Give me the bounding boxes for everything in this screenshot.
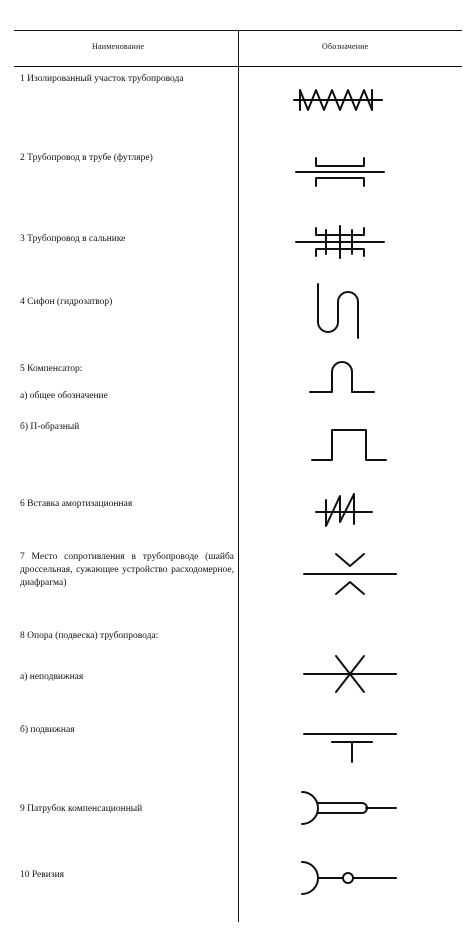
table-column-divider: [238, 30, 239, 922]
header-symbol: Обозначение: [322, 42, 369, 51]
insulated-pipe-symbol: [290, 82, 390, 118]
row-label-4: 4 Сифон (гидрозатвор): [20, 297, 113, 307]
compensator-u-shaped-symbol: [306, 422, 390, 466]
siphon-symbol: [310, 282, 366, 340]
inspection-fitting-symbol: [296, 858, 398, 898]
row-label-1: 1 Изолированный участок трубопровода: [20, 74, 184, 84]
row-label-6: 6 Вставка амортизационная: [20, 499, 133, 509]
row-label-8a: а) неподвижная: [20, 672, 84, 682]
header-name: Наименование: [92, 42, 145, 51]
row-label-2: 2 Трубопровод в трубе (футляре): [20, 153, 153, 163]
flow-restriction-symbol: [300, 548, 400, 600]
row-label-8b: б) подвижная: [20, 725, 75, 735]
row-label-5b: б) П-образный: [20, 422, 80, 432]
compensation-nozzle-symbol: [296, 788, 398, 828]
row-label-7: 7 Место сопротивления в трубопроводе (шайба дроссельная, сужающее устройство расходомерное, диафрагма): [20, 552, 234, 588]
shock-absorbing-insert-symbol: [312, 490, 376, 530]
movable-support-symbol: [300, 726, 400, 766]
row-label-8: 8 Опора (подвеска) трубопровода:: [20, 631, 159, 641]
row-label-5: 5 Компенсатор:: [20, 364, 83, 374]
row-label-3: 3 Трубопровод в сальнике: [20, 234, 126, 244]
row-label-10: 10 Ревизия: [20, 870, 65, 880]
compensator-general-symbol: [306, 354, 378, 398]
row-label-5a: а) общее обозначение: [20, 391, 108, 401]
pipe-in-casing-symbol: [290, 150, 390, 190]
fixed-support-symbol: [300, 652, 400, 696]
row-label-9: 9 Патрубок компенсационный: [20, 804, 143, 814]
pipe-in-gland-symbol: [290, 220, 390, 264]
